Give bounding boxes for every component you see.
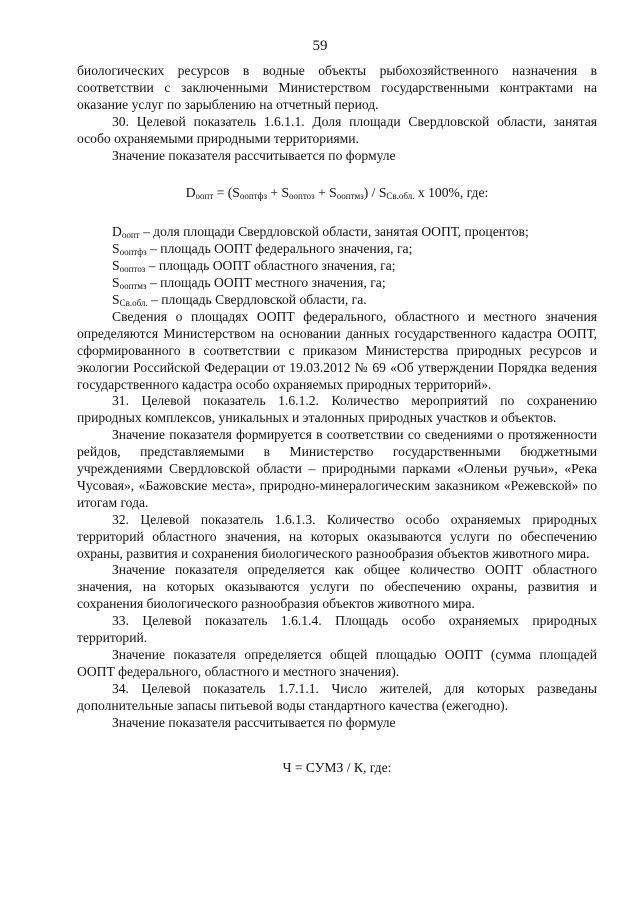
definition-s-local [77, 275, 597, 292]
def-symbol: S [112, 258, 120, 274]
definition-d-oopt [77, 224, 597, 241]
formula-lhs: D [185, 185, 196, 201]
formula-s2-sub: оoптоз [289, 191, 315, 202]
definition-s-federal [77, 241, 597, 258]
paragraph-indicator-34: 34. Целевой показатель 1.7.1.1. Число жителей, для которых разведаны дополнительные запасы питьевой воды стандартного качества (ежегодно). [77, 680, 597, 713]
def-symbol-sub: Св.обл. [119, 297, 148, 308]
paragraph-indicator-32: 32. Целевой показатель 1.6.1.3. Количество особо охраняемых природных территорий областного значения, на которых оказываются услуги по обеспечению охраны, развития и сохранения биологического разнообразия объектов животного мира. [77, 511, 597, 561]
formula-residents: Ч = СУМЗ / К, где: [282, 759, 392, 775]
def-symbol-sub: оoптмз [119, 281, 147, 292]
page-number: 59 [312, 38, 328, 54]
def-symbol: S [112, 275, 120, 291]
paragraph-intro-continuation: биологических ресурсов в водные объекты рыбохозяйственного назначения в соответствии с заключенными Министерством государственными контрактами на оказание услуг по зарыблению на отчетный период. [77, 63, 597, 112]
definition-s-region-area [77, 292, 597, 309]
formula-s4-sub: Св.обл. [386, 191, 415, 202]
def-symbol-sub: оопт [121, 230, 140, 241]
paragraph-indicator-31: 31. Целевой показатель 1.6.1.2. Количество мероприятий по сохранению природных комплексов, уникальных и эталонных природных участков и объектов. [77, 393, 597, 426]
def-symbol-sub: оoптоз [119, 264, 146, 275]
paragraph-oopt-cadastre: Сведения о площадях ООПТ федерального, областного и местного значения определяются Министерством на основании данных государственного кадастра ООПТ, сформированного в соответствии с приказом Министерства природных ресурсов и экологии Российской Федерации от 19.03.2012 № 69 «Об утверждении Порядка ведения государственного кадастра особо охраняемых природных территорий». [77, 308, 597, 392]
def-symbol: S [112, 241, 120, 257]
def-symbol: S [112, 291, 120, 307]
paragraph-indicator-30: 30. Целевой показатель 1.6.1.1. Доля площади Свердловской области, занятая особо охраняемыми природными территориями. [77, 113, 597, 146]
formula-s1-sub: оoптфз [239, 191, 267, 202]
def-text: – площадь ООПТ местного значения, га; [146, 275, 386, 291]
document-body [77, 63, 597, 776]
paragraph-indicator-33: 33. Целевой показатель 1.6.1.4. Площадь особо охраняемых природных территорий. [77, 613, 597, 646]
paragraph-value-33: Значение показателя определяется общей площадью ООПТ (сумма площадей ООПТ федерального, областного и местного значения). [77, 647, 597, 679]
def-text: – площадь ООПТ областного значения, га; [145, 258, 396, 274]
formula-tail: x 100%, где: [414, 185, 489, 201]
def-text: – площадь Свердловской области, га. [147, 291, 367, 307]
formula-eq-open: = (S [213, 185, 240, 201]
paragraph-value-31: Значение показателя формируется в соответствии со сведениями о протяженности рейдов, представляемыми в Министерство государственными бюджетными учреждениями Свердловской области – природными парками «Оленьи ручьи», «Река Чусовая», «Бажовские места», природно-минералогическим заказником «Режевской» по итогам года. [77, 427, 597, 510]
paragraph-value-32: Значение показателя определяется как общее количество ООПТ областного значения, на которых оказываются услуги по обеспечению охраны, развития и сохранения биологического разнообразия объектов животного мира. [77, 562, 597, 612]
formula-lhs-sub: оопт [195, 191, 214, 202]
paragraph-formula-intro-34: Значение показателя рассчитывается по формуле [112, 714, 396, 730]
def-symbol: D [112, 224, 122, 240]
formula-oopt-share [77, 185, 597, 202]
formula-div: ) / S [363, 185, 387, 201]
def-text: – доля площади Свердловской области, занятая ООПТ, процентов; [139, 224, 529, 240]
def-symbol-sub: оoптфз [119, 247, 147, 258]
formula-s3-sub: оoптмз [336, 191, 364, 202]
def-text: – площадь ООПТ федерального значения, га; [146, 241, 413, 257]
formula-plus1: + S [267, 185, 290, 201]
definition-s-regional [77, 258, 597, 275]
formula-plus2: + S [314, 185, 337, 201]
paragraph-formula-intro-30: Значение показателя рассчитывается по формуле [112, 147, 396, 163]
